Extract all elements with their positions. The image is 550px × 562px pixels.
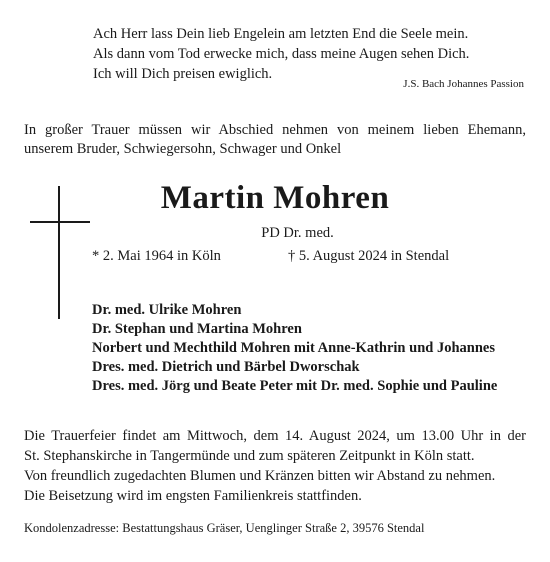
- family-member-4: Dres. med. Dietrich und Bärbel Dworschak: [92, 359, 360, 375]
- notice-line-3: Von freundlich zugedachten Blumen und Kränzen bitten wir Abstand zu nehmen.: [24, 468, 496, 484]
- family-member-1: Dr. med. Ulrike Mohren: [92, 302, 242, 318]
- birth-date: * 2. Mai 1964 in Köln: [92, 248, 221, 264]
- notice-line-1: Die Trauerfeier findet am Mittwoch, dem 14. August 2024, um 13.00 Uhr in der: [24, 428, 526, 444]
- notice-line-2: St. Stephanskirche in Tangermünde und zum späteren Zeitpunkt in Köln statt.: [24, 448, 475, 464]
- family-member-5: Dres. med. Jörg und Beate Peter mit Dr. med. Sophie und Pauline: [92, 378, 498, 394]
- quote-line-3: Ich will Dich preisen ewiglich.: [93, 66, 273, 82]
- family-member-2: Dr. Stephan und Martina Mohren: [92, 321, 302, 337]
- condolence-address: Kondolenzadresse: Bestattungshaus Gräser, Uenglinger Straße 2, 39576 Stendal: [24, 521, 425, 535]
- quote-line-1: Ach Herr lass Dein lieb Engelein am letzten End die Seele mein.: [93, 26, 469, 42]
- deceased-name: Martin Mohren: [160, 180, 390, 216]
- family-member-3: Norbert und Mechthild Mohren mit Anne-Kathrin und Johannes: [92, 340, 495, 356]
- cross-horizontal-bar: [30, 221, 90, 223]
- intro-line-1: In großer Trauer müssen wir Abschied nehmen von meinem lieben Ehemann,: [24, 122, 526, 138]
- intro-line-2: unserem Bruder, Schwiegersohn, Schwager und Onkel: [24, 141, 342, 157]
- deceased-degree: PD Dr. med.: [261, 225, 334, 241]
- quote-line-2: Als dann vom Tod erwecke mich, dass meine Augen sehen Dich.: [93, 46, 470, 62]
- notice-line-4: Die Beisetzung wird im engsten Familienkreis stattfinden.: [24, 488, 362, 504]
- quote-source: J.S. Bach Johannes Passion: [403, 78, 524, 90]
- death-date: † 5. August 2024 in Stendal: [288, 248, 450, 264]
